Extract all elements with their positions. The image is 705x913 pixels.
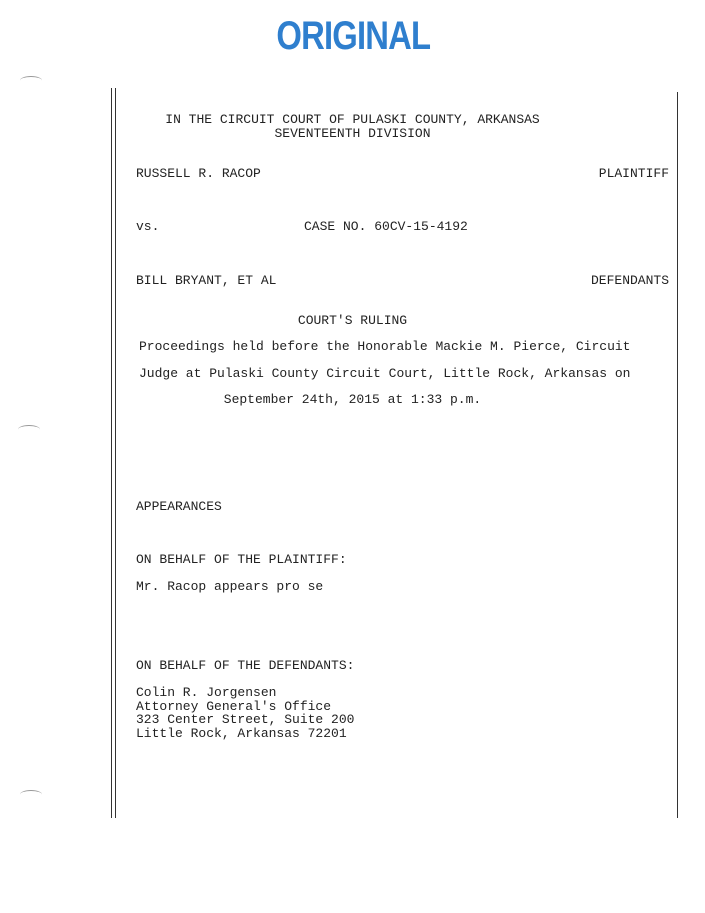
plaintiff-counsel-text: Mr. Racop appears pro se — [136, 579, 324, 594]
hole-punch-mark — [20, 76, 42, 85]
defendants-counsel-block — [136, 686, 354, 740]
court-name: IN THE CIRCUIT COURT OF PULASKI COUNTY, ARKANSAS — [165, 112, 540, 127]
counsel-name: Colin R. Jorgensen — [136, 685, 277, 700]
proceedings-line-3: September 24th, 2015 at 1:33 p.m. — [223, 392, 482, 407]
document-title: COURT'S RULING — [297, 313, 408, 328]
counsel-city: Little Rock, Arkansas 72201 — [136, 725, 347, 741]
plaintiff-counsel-heading: ON BEHALF OF THE PLAINTIFF: — [136, 552, 347, 567]
defendants-counsel-heading: ON BEHALF OF THE DEFENDANTS: — [136, 658, 355, 673]
original-stamp: ORIGINAL — [276, 14, 431, 58]
defendant-role: DEFENDANTS — [590, 273, 669, 288]
plaintiff-role: PLAINTIFF — [598, 166, 669, 181]
versus: vs. — [136, 219, 160, 234]
plaintiff-name: RUSSELL R. RACOP — [136, 166, 261, 181]
counsel-office: Attorney General's Office — [136, 698, 332, 714]
left-margin-rule-inner — [115, 88, 116, 818]
hole-punch-mark — [18, 425, 40, 434]
proceedings-line-2: Judge at Pulaski County Circuit Court, Little Rock, Arkansas on — [139, 366, 631, 381]
right-margin-rule — [677, 92, 678, 818]
hole-punch-mark — [20, 790, 42, 799]
appearances-heading: APPEARANCES — [136, 499, 222, 514]
case-number: CASE NO. 60CV-15-4192 — [304, 219, 468, 234]
left-margin-rule — [111, 88, 112, 818]
defendant-name: BILL BRYANT, ET AL — [136, 273, 277, 288]
court-division: SEVENTEENTH DIVISION — [274, 126, 431, 141]
proceedings-line-1: Proceedings held before the Honorable Mackie M. Pierce, Circuit — [139, 339, 631, 354]
counsel-street: 323 Center Street, Suite 200 — [136, 712, 355, 727]
